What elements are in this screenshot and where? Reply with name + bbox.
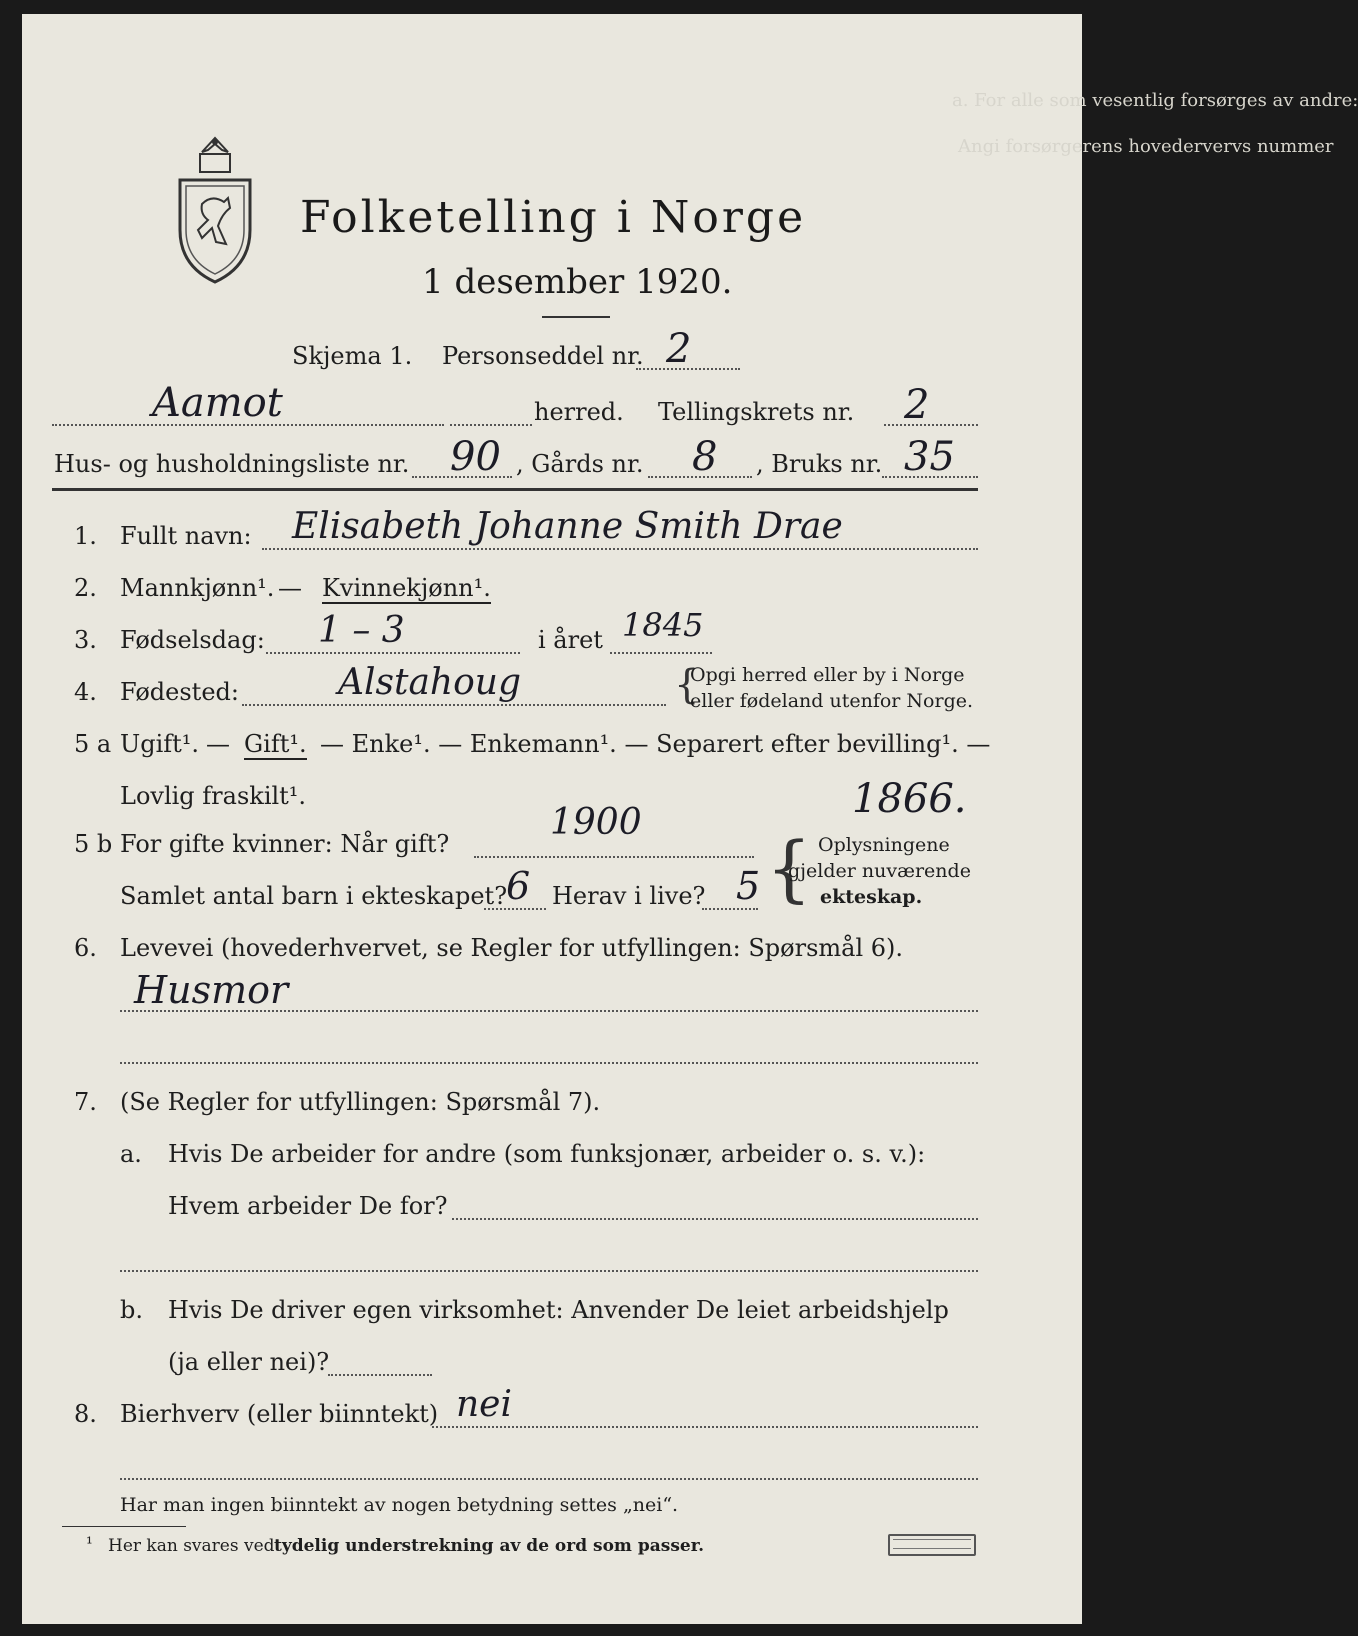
q3-value-birthdate: 1 – 3 <box>318 610 405 651</box>
skjema-label: Skjema 1. <box>292 342 413 370</box>
q3-value-year: 1845 <box>622 606 704 644</box>
q4-value-birthplace: Alstahoug <box>338 662 522 703</box>
q5a-rest: — Enke¹. — Enkemann¹. — Separert efter bevilling¹. — <box>320 730 991 758</box>
personseddel-value: 2 <box>666 326 692 372</box>
bruks-value: 35 <box>904 434 955 480</box>
q7a-question: Hvem arbeider De for? <box>168 1192 448 1220</box>
bruks-label: , Bruks nr. <box>756 450 883 478</box>
q6-number: 6. <box>74 934 97 962</box>
header-rule <box>52 488 978 491</box>
q7-number: 7. <box>74 1088 97 1116</box>
q1-label: Fullt navn: <box>120 522 252 550</box>
q3-number: 3. <box>74 626 97 654</box>
q6-value-occupation: Husmor <box>134 968 289 1012</box>
q7-label: (Se Regler for utfyllingen: Spørsmål 7). <box>120 1088 601 1116</box>
q8-number: 8. <box>74 1400 97 1428</box>
ghost-text-2: Angi forsørgerens hovedervervs nummer <box>958 136 1334 157</box>
form-date: 1 desember 1920. <box>422 262 733 302</box>
ghost-text-1: a. For alle som vesentlig forsørges av andre: <box>952 90 1358 111</box>
q6-label: Levevei (hovederhvervet, se Regler for utfyllingen: Spørsmål 6). <box>120 934 904 962</box>
q3-label: Fødselsdag: <box>120 626 265 654</box>
tellingskrets-value: 2 <box>904 382 930 428</box>
q4-note-2: eller fødeland utenfor Norge. <box>690 690 974 712</box>
q5b-note-3: ekteskap. <box>820 886 923 908</box>
q5b-live-value: 5 <box>736 864 761 908</box>
q5b-barn-label: Samlet antal barn i ekteskapet? <box>120 882 508 910</box>
q7b-text: Hvis De driver egen virksomhet: Anvender De leiet arbeidshjelp <box>168 1296 949 1324</box>
q7a-text: Hvis De arbeider for andre (som funksjonær, arbeider o. s. v.): <box>168 1140 926 1168</box>
q4-label: Fødested: <box>120 678 239 706</box>
q5b-barn-value: 6 <box>506 864 531 908</box>
q5b-note-1: Oplysningene <box>818 834 950 856</box>
q5a-ugift: Ugift¹. <box>120 730 200 758</box>
herred-value: Aamot <box>152 380 283 426</box>
q8-label: Bierhverv (eller biinntekt) <box>120 1400 439 1428</box>
q5b-live-label: Herav i live? <box>552 882 706 910</box>
q4-brace: { <box>674 662 700 708</box>
q5b-number: 5 b <box>74 830 113 858</box>
gards-value: 8 <box>692 434 718 480</box>
form-title: Folketelling i Norge <box>300 192 807 243</box>
hus-value: 90 <box>450 434 501 480</box>
q2-number: 2. <box>74 574 97 602</box>
gards-label: , Gårds nr. <box>516 450 644 478</box>
footnote-pre: Her kan svares ved <box>108 1536 275 1556</box>
q1-number: 1. <box>74 522 97 550</box>
q7a-number: a. <box>120 1140 142 1168</box>
printer-stamp-icon <box>888 1534 976 1556</box>
footnote-bold: tydelig understrekning av de ord som passer. <box>274 1536 705 1556</box>
q2-dash: — <box>278 574 302 602</box>
q7b-question: (ja eller nei)? <box>168 1348 330 1376</box>
q2-mann: Mannkjønn¹. <box>120 574 275 602</box>
q7b-number: b. <box>120 1296 143 1324</box>
tellingskrets-label: Tellingskrets nr. <box>658 398 855 426</box>
norwegian-coat-of-arms-icon <box>172 134 258 288</box>
q4-number: 4. <box>74 678 97 706</box>
personseddel-label: Personseddel nr. <box>442 342 644 370</box>
q1-value-full-name: Elisabeth Johanne Smith Drae <box>292 506 843 547</box>
footnote-rule <box>62 1526 186 1527</box>
hus-label: Hus- og husholdningsliste nr. <box>54 450 410 478</box>
census-form-page: a. For alle som vesentlig forsørges av andre: Angi forsørgerens hovedervervs nummer Folketelling i Norge 1 desember 1920. Skjema 1. Personseddel nr. 2 Aamot herred. Tellingskrets nr. 2 Hus- og husholdningsliste nr. 90 , Gårds nr. 8 , Bruks nr. 35 1. Fullt navn: Elisabeth Johanne Smith Drae 2. Mannkjønn¹. — Kvinnekjønn¹. 3. Fødselsdag: 1 – 3 i året 1845 4. Fødested: Alstahoug { Opgi herred eller by i Norge eller fødeland utenfor Norge. 5 a Ugift¹. — Gift¹. — Enke¹. — Enkemann¹. — Separert efter bevilling¹. — Lovlig fraskilt¹. 1866. 5 b For gifte kvinner: Når gift? 1900 Samlet antal barn i ekteskapet? 6 Herav i live? 5 { Oplysningene gjelder nuværende ekteskap. 6. Levevei (hovederhvervet, se Regler for utfyllingen: Spørsmål 6). Husmor 7. (Se Regler for utfyllingen: Spørsmål 7). a. Hvis De arbeider for andre (som funksjonær, arbeider o. s. v.): Hvem arbeider De for? b. Hvis De driver egen virksomhet: Anvender De leiet arbeidshjelp (ja eller nei)? 8. Bierhverv (eller biinntekt) nei Har man ingen biinntekt av nogen betydning settes „nei“. ¹ Her kan svares ved tydelig understrekning av de ord som passer. <box>22 14 1082 1624</box>
title-divider <box>542 316 610 318</box>
q5a-number: 5 a <box>74 730 112 758</box>
q5a-margin-year: 1866. <box>852 776 967 822</box>
footer-note: Har man ingen biinntekt av nogen betydning settes „nei“. <box>120 1494 679 1516</box>
q2-kvinne-underlined: Kvinnekjønn¹. <box>322 574 491 602</box>
herred-label: herred. <box>534 398 624 426</box>
q5b-label: For gifte kvinner: Når gift? <box>120 830 450 858</box>
q5b-note-2: gjelder nuværende <box>788 860 971 882</box>
q3-year-label: i året <box>538 626 603 654</box>
q8-value: nei <box>456 1384 513 1425</box>
q4-note-1: Opgi herred eller by i Norge <box>690 664 965 686</box>
q5b-value-married: 1900 <box>550 802 642 843</box>
q5a-gift-underlined: Gift¹. <box>244 730 307 758</box>
footnote-mark: ¹ <box>86 1534 93 1554</box>
q5a-line2: Lovlig fraskilt¹. <box>120 782 307 810</box>
q5b-brace: { <box>766 826 812 910</box>
